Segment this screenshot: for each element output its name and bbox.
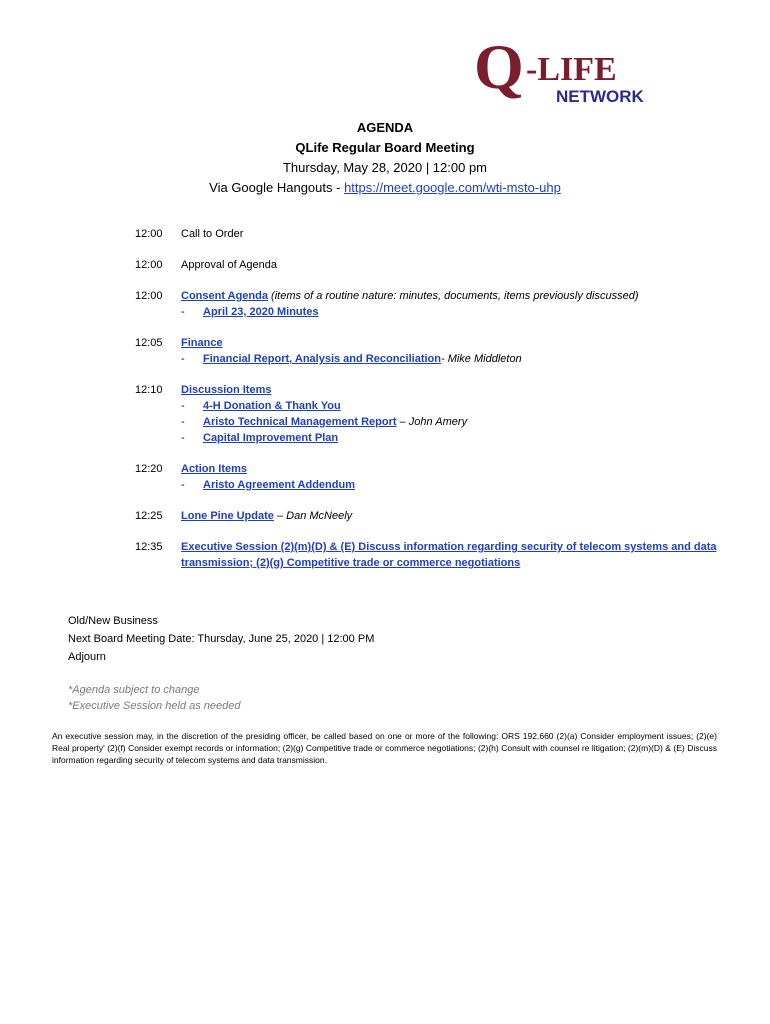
agenda-item-link[interactable]: Consent Agenda	[181, 290, 268, 302]
agenda-subitem-note: – John Amery	[396, 416, 468, 428]
executive-session-fine-print: An executive session may, in the discretion of the presiding officer, be called based on one or more of the following: ORS 192.660 (2)(a) Consider employment issues; (2)(e) Real property' (2)(f) Consider exempt records or information; (2)(g) Competitive trade or commerce negotiations; (2)(h) Consult with counsel re litigation; (2)(m)(D) & (E) Discuss information regarding security of telecom systems and data transmission.	[52, 731, 717, 765]
agenda-notes	[68, 682, 240, 714]
agenda-item-main	[181, 226, 735, 242]
agenda-item-text: Call to Order	[181, 228, 244, 240]
meeting-url-link[interactable]: https://meet.google.com/wti-msto-uhp	[344, 180, 561, 195]
agenda-item-link[interactable]: Executive Session (2)(m)(D) & (E) Discuss information regarding security of telecom systems and data transmission; (2)(g) Competitive trade or commerce negotiations	[181, 541, 717, 569]
agenda-item	[135, 539, 735, 571]
agenda-subitem	[181, 477, 735, 493]
agenda-item	[135, 382, 735, 446]
agenda-subitem	[181, 398, 735, 414]
old-new-business: Old/New Business	[68, 615, 158, 627]
qlife-network-logo	[470, 30, 670, 110]
meeting-date: Thursday, May 28, 2020 | 12:00 pm	[282, 160, 488, 175]
via-label: Via Google Hangouts -	[209, 180, 345, 195]
agenda-item-time: 12:05	[135, 337, 163, 349]
agenda-item-body	[181, 382, 735, 446]
bullet-dash: -	[181, 432, 185, 444]
agenda-subitem-link[interactable]: April 23, 2020 Minutes	[203, 306, 319, 318]
agenda-header	[0, 118, 770, 198]
agenda-item-main	[181, 257, 735, 273]
agenda-item-body	[181, 288, 735, 320]
agenda-item-main	[181, 461, 735, 477]
agenda-item-body	[181, 539, 735, 571]
agenda-subitem-note: - Mike Middleton	[440, 353, 522, 365]
agenda-item-time: 12:20	[135, 463, 163, 475]
agenda-item-link[interactable]: Action Items	[181, 463, 248, 475]
agenda-subitem	[181, 304, 735, 320]
agenda-subitem-link[interactable]: Aristo Technical Management Report	[203, 416, 397, 428]
agenda-subitem-link[interactable]: 4-H Donation & Thank You	[203, 400, 341, 412]
logo-life: -LIFE	[526, 51, 617, 88]
bullet-dash: -	[181, 353, 185, 365]
agenda-item-time: 12:00	[135, 259, 163, 271]
agenda-item-main	[181, 382, 735, 398]
meeting-location	[0, 178, 770, 198]
agenda-item-body	[181, 226, 735, 242]
agenda-item	[135, 226, 735, 242]
agenda-item-time: 12:00	[135, 228, 163, 240]
agenda-item-note: – Dan McNeely	[273, 510, 353, 522]
agenda-subitem	[181, 414, 735, 430]
agenda-item-text: Approval of Agenda	[181, 259, 278, 271]
agenda-item-body	[181, 335, 735, 367]
agenda-list	[135, 226, 735, 586]
agenda-subitem-link[interactable]: Financial Report, Analysis and Reconciliation	[203, 353, 441, 365]
agenda-item-body	[181, 257, 735, 273]
agenda-item-link[interactable]: Discussion Items	[181, 384, 272, 396]
bullet-dash: -	[181, 416, 185, 428]
agenda-item-main	[181, 539, 735, 571]
agenda-item-time: 12:25	[135, 510, 163, 522]
agenda-item-body	[181, 461, 735, 493]
agenda-subitem	[181, 351, 735, 367]
agenda-item-main	[181, 335, 735, 351]
agenda-item-main	[181, 508, 735, 524]
agenda-subitem	[181, 430, 735, 446]
agenda-item-link[interactable]: Finance	[181, 337, 223, 349]
next-meeting-date: Next Board Meeting Date: Thursday, June 25, 2020 | 12:00 PM	[68, 633, 375, 645]
agenda-item-note: (items of a routine nature: minutes, documents, items previously discussed)	[268, 290, 639, 302]
agenda-item-body	[181, 508, 735, 524]
logo-q: Q	[474, 31, 524, 102]
agenda-subitem-link[interactable]: Aristo Agreement Addendum	[203, 479, 355, 491]
agenda-title: AGENDA	[356, 120, 414, 135]
bullet-dash: -	[181, 306, 185, 318]
agenda-item	[135, 508, 735, 524]
adjourn: Adjourn	[68, 651, 106, 663]
agenda-item-time: 12:10	[135, 384, 163, 396]
agenda-item	[135, 288, 735, 320]
agenda-item	[135, 335, 735, 367]
closing-items	[68, 612, 374, 666]
agenda-item-time: 12:35	[135, 541, 163, 553]
bullet-dash: -	[181, 479, 185, 491]
note-agenda-subject-to-change: *Agenda subject to change	[68, 684, 200, 696]
agenda-item-main	[181, 288, 735, 304]
agenda-item-time: 12:00	[135, 290, 163, 302]
agenda-item-link[interactable]: Lone Pine Update	[181, 510, 274, 522]
agenda-subitem-link[interactable]: Capital Improvement Plan	[203, 432, 339, 444]
bullet-dash: -	[181, 400, 185, 412]
note-executive-session: *Executive Session held as needed	[68, 700, 241, 712]
agenda-item	[135, 257, 735, 273]
logo-network: NETWORK	[556, 87, 644, 106]
agenda-item	[135, 461, 735, 493]
meeting-name: QLife Regular Board Meeting	[295, 140, 475, 155]
